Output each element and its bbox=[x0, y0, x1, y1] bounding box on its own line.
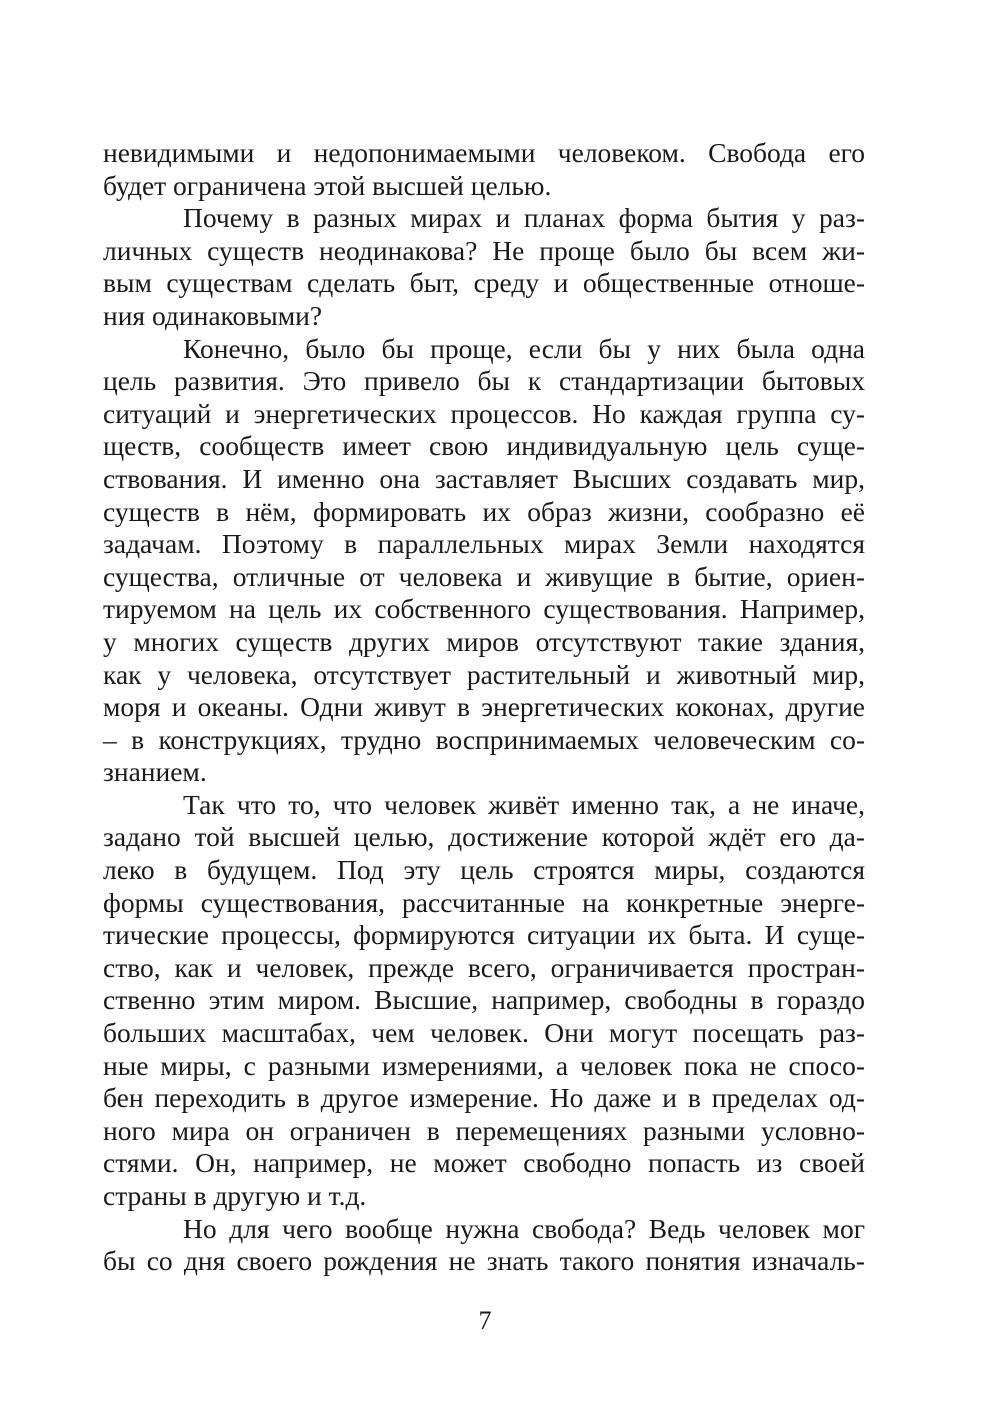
text-line: леко в будущем. Под эту цель строятся миры, создаются bbox=[103, 854, 865, 886]
text-line: бы со дня своего рождения не знать такого понятия изначаль- bbox=[103, 1245, 865, 1277]
text-line: Так что то, что человек живёт именно так, а не иначе, bbox=[183, 788, 865, 820]
text-line: ситуаций и энергетических процессов. Но каждая группа су- bbox=[103, 397, 865, 429]
text-line: больших масштабах, чем человек. Они могут посещать раз- bbox=[103, 1017, 865, 1049]
text-line: задано той высшей целью, достижение которой ждёт его да- bbox=[103, 821, 865, 853]
text-line: знанием. bbox=[103, 756, 207, 788]
text-line: ственно этим миром. Высшие, например, свободны в гораздо bbox=[103, 984, 865, 1016]
text-line: существа, отличные от человека и живущие в бытие, ориен- bbox=[103, 560, 865, 592]
text-line: бен переходить в другое измерение. Но даже и в пределах од- bbox=[103, 1082, 865, 1114]
text-line: ществ, сообществ имеет свою индивидуальную цель суще- bbox=[103, 430, 865, 462]
text-line: – в конструкциях, трудно воспринимаемых человеческим со- bbox=[103, 723, 865, 755]
text-line: ствования. И именно она заставляет Высших создавать мир, bbox=[103, 462, 865, 494]
text-line: страны в другую и т.д. bbox=[103, 1180, 367, 1211]
text-line: Но для чего вообще нужна свобода? Ведь человек мог bbox=[183, 1212, 865, 1244]
text-line: вым существам сделать быт, среду и общественные отноше- bbox=[103, 267, 865, 299]
text-line: будет ограничена этой высшей целью. bbox=[103, 169, 552, 201]
text-line: ния одинаковыми? bbox=[103, 299, 323, 331]
text-line: ные миры, с разными измерениями, а человек пока не спосо- bbox=[103, 1049, 865, 1081]
text-line: невидимыми и недопонимаемыми человеком. Свобода его bbox=[103, 137, 865, 168]
text-line: у многих существ других миров отсутствуют такие здания, bbox=[103, 625, 865, 657]
text-line: тические процессы, формируются ситуации их быта. И суще- bbox=[103, 919, 865, 951]
text-line: формы существования, рассчитанные на конкретные энерге- bbox=[103, 886, 865, 918]
text-line: ного мира он ограничен в перемещениях разными условно- bbox=[103, 1114, 865, 1146]
text-line: ство, как и человек, прежде всего, ограничивается простран- bbox=[103, 951, 865, 983]
text-line: существ в нём, формировать их образ жизни, сообразно её bbox=[103, 495, 865, 527]
text-line: цель развития. Это привело бы к стандартизации бытовых bbox=[103, 365, 865, 397]
text-line: Почему в разных мирах и планах форма бытия у раз- bbox=[183, 202, 865, 234]
page-number: 7 bbox=[478, 1306, 492, 1335]
text-line: как у человека, отсутствует растительный и животный мир, bbox=[103, 658, 865, 690]
text-line: Конечно, было бы проще, если бы у них была одна bbox=[183, 332, 865, 364]
text-line: тируемом на цель их собственного существования. Например, bbox=[103, 593, 865, 625]
text-line: задачам. Поэтому в параллельных мирах Земли находятся bbox=[103, 528, 865, 560]
text-line: моря и океаны. Одни живут в энергетических коконах, другие bbox=[103, 691, 865, 723]
text-line: стями. Он, например, не может свободно попасть из своей bbox=[103, 1147, 865, 1179]
text-line: личных существ неодинакова? Не проще было бы всем жи- bbox=[103, 234, 865, 266]
body-text bbox=[103, 137, 865, 1278]
